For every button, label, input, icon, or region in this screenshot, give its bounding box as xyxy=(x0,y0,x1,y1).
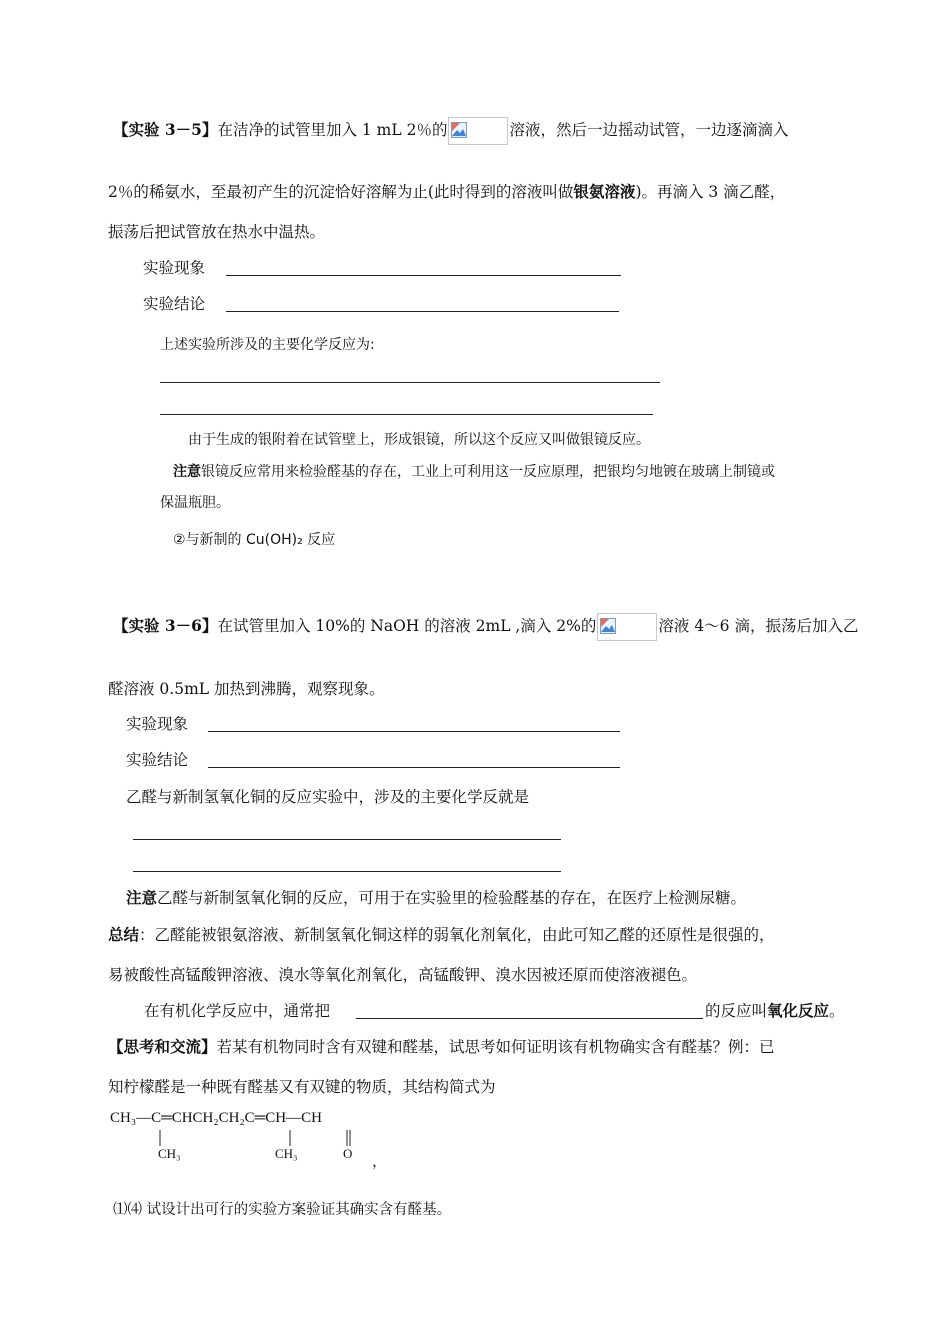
exp36-line1 xyxy=(113,613,858,641)
exp35-text-b: 溶液，然后一边摇动试管，一边逐滴滴入 xyxy=(509,121,789,139)
oxidation-end: 。 xyxy=(829,1002,845,1020)
formula-ch3-b: CH₃ xyxy=(275,1146,298,1161)
exp35-text-a: 在洁净的试管里加入 1 mL 2％的 xyxy=(217,121,448,139)
summary-line2: 易被酸性高锰酸钾溶液、溴水等氧化剂氧化，高锰酸钾、溴水因被还原而使溶液褪色。 xyxy=(108,966,698,984)
summary-label: 总结 xyxy=(108,925,140,944)
exp36-line2: 醛溶液 0.5mL 加热到沸腾，观察现象。 xyxy=(108,680,385,698)
exp35-reaction-intro: 上述实验所涉及的主要化学反应为: xyxy=(160,337,375,353)
exp35-title: 【实验 3－5】 xyxy=(113,120,218,139)
exp36-conclusion-blank[interactable] xyxy=(208,767,620,768)
formula-o: O xyxy=(343,1146,353,1161)
exp35-conclusion-blank[interactable] xyxy=(226,311,619,312)
summary-text1: ：乙醛能被银氨溶液、新制氢氧化铜这样的弱氧化剂氧化，由此可知乙醛的还原性是很强的， xyxy=(139,926,775,944)
exp35-note-cont: 保温瓶胆。 xyxy=(160,495,230,511)
think-line2: 知柠檬醛是一种既有醛基又有双键的物质，其结构简式为 xyxy=(108,1078,496,1096)
note2-label: 注意 xyxy=(126,888,158,907)
formula-ch3-a: CH₃ xyxy=(158,1146,181,1161)
oxidation-blank[interactable] xyxy=(356,1018,703,1019)
exp36-phenomenon-label: 实验现象 xyxy=(126,715,189,733)
exp36-text-b: 溶液 4～6 滴，振荡后加入乙 xyxy=(658,617,859,635)
citral-structure xyxy=(110,1108,390,1168)
note2 xyxy=(126,888,746,908)
exp35-text-d: )。再滴入 3 滴乙醛， xyxy=(635,183,786,201)
exp35-reaction-blank-2[interactable] xyxy=(160,414,653,415)
exp35-reaction-blank-1[interactable] xyxy=(160,382,660,383)
think-line1 xyxy=(108,1037,775,1057)
exp35-line1 xyxy=(113,117,788,145)
exp35-note xyxy=(173,462,775,482)
exp36-reaction-blank-1[interactable] xyxy=(133,839,561,840)
exp35-phenomenon-blank[interactable] xyxy=(226,275,621,276)
oxidation-pre: 在有机化学反应中，通常把 xyxy=(144,1002,331,1020)
broken-image-icon xyxy=(597,613,657,641)
note-label: 注意 xyxy=(173,464,201,480)
exp35-line3: 振荡后把试管放在热水中温热。 xyxy=(108,223,326,241)
exp35-conclusion-label: 实验结论 xyxy=(143,295,206,313)
exp36-title: 【实验 3－6】 xyxy=(113,616,218,635)
exp35-text-c: 2％的稀氨水，至最初产生的沉淀恰好溶解为止(此时得到的溶液叫做 xyxy=(108,183,574,201)
think-label: 【思考和交流】 xyxy=(108,1037,217,1056)
silver-ammonia-term: 银氨溶液 xyxy=(573,182,636,201)
broken-image-icon xyxy=(448,117,508,145)
oxidation-post xyxy=(705,1001,845,1021)
silver-mirror-note: 由于生成的银附着在试管壁上，形成银镜，所以这个反应又叫做银镜反应。 xyxy=(188,432,650,448)
formula-main: CH₃—C═CHCH₂CH₂C═CH—CH xyxy=(110,1110,322,1126)
exp36-reaction-blank-2[interactable] xyxy=(133,871,561,872)
formula-comma: ， xyxy=(372,1154,388,1170)
summary-line1 xyxy=(108,925,775,945)
exp36-text-a: 在试管里加入 10%的 NaOH 的溶液 2mL ,滴入 2%的 xyxy=(217,617,597,635)
exp36-phenomenon-blank[interactable] xyxy=(208,731,620,732)
oxidation-term: 氧化反应 xyxy=(767,1001,830,1020)
exp35-phenomenon-label: 实验现象 xyxy=(143,259,206,277)
note2-text: 乙醛与新制氢氧化铜的反应，可用于在实验里的检验醛基的存在，在医疗上检测尿糖。 xyxy=(157,889,747,907)
question-4: ⑴⑷ 试设计出可行的实验方案验证其确实含有醛基。 xyxy=(113,1202,452,1218)
exp36-reaction-intro: 乙醛与新制氢氧化铜的反应实验中，涉及的主要化学反就是 xyxy=(126,788,530,806)
note-text: 银镜反应常用来检验醛基的存在，工业上可利用这一反应原理，把银均匀地镀在玻璃上制镜或 xyxy=(201,464,775,480)
think-text1: 若某有机物同时含有双键和醛基，试思考如何证明该有机物确实含有醛基？例：已 xyxy=(216,1038,775,1056)
oxidation-post-text: 的反应叫 xyxy=(705,1002,768,1020)
exp35-line2 xyxy=(108,182,785,202)
exp36-conclusion-label: 实验结论 xyxy=(126,751,189,769)
item2-heading: ②与新制的 Cu(OH)₂ 反应 xyxy=(173,532,336,548)
